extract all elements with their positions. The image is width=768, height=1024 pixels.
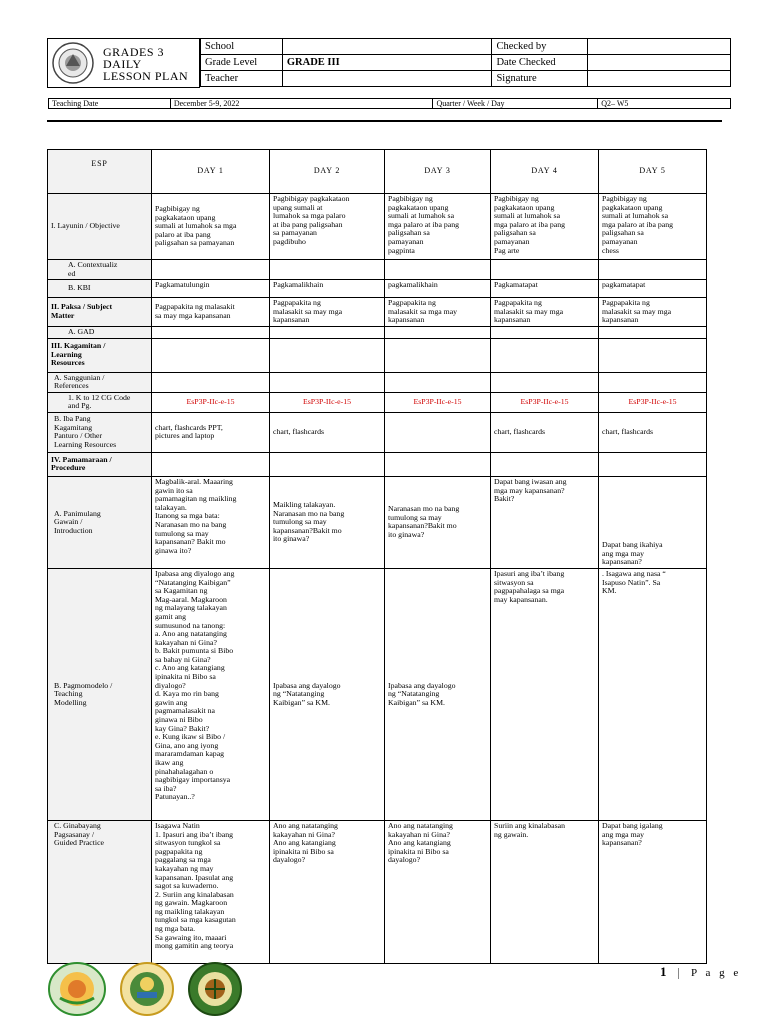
day-1-cell (152, 260, 270, 280)
day-2-cell: Pagbibigay pagkakataon upang sumali at lumahok sa mga palaro at iba pang paligsahan sa pamayanan pagdibuho (270, 194, 385, 260)
info-value-secondary (588, 39, 731, 55)
day-3-cell (385, 452, 491, 476)
day-5-cell: EsP3P-IIc-e-15 (599, 392, 707, 412)
info-value-secondary (588, 55, 731, 71)
day-4-cell: Pagkamatapat (491, 280, 599, 298)
teaching-date-value: December 5-9, 2022 (170, 99, 433, 109)
header-subject: ESP (48, 150, 152, 194)
day-2-cell: Ano ang natatanging kakayahan ni Gina? Ano ang katangiang ipinakita ni Bibo sa dayalogo? (270, 820, 385, 963)
day-1-cell (152, 372, 270, 392)
day-2-cell: Pagpapakita ng malasakit sa may mga kapansanan (270, 298, 385, 327)
day-4-cell (491, 452, 599, 476)
info-value: GRADE III (282, 55, 492, 71)
plan-row (48, 338, 707, 372)
info-row (201, 39, 731, 55)
info-label-secondary: Checked by (492, 39, 588, 55)
day-5-cell (599, 326, 707, 338)
day-2-cell (270, 338, 385, 372)
quarter-week-day-label: Quarter / Week / Day (433, 99, 598, 109)
day-5-cell: Dapat bang ikahiya ang mga may kapansanan? (599, 476, 707, 568)
row-label: C. Ginabayang Pagsasanay / Guided Practice (48, 820, 152, 963)
day-1-cell: Isagawa Natin 1. Ipasuri ang iba’t ibang sitwasyon tungkol sa pagpapakita ng paggalang sa mga kakayahan ng may kapansanan. Ipasulat ang sagot sa kuwaderno. 2. Suriin ang kinalabasan ng gawain. Magkaroon ng maikling talakayan tungkol sa mga kasagutan ng mga bata. Sa gawaing ito, maaari mong gamitin ang teorya (152, 820, 270, 963)
plan-row (48, 298, 707, 327)
day-2-cell: chart, flashcards (270, 412, 385, 452)
header-day-2: DAY 2 (270, 150, 385, 194)
deped-seal-icon (52, 42, 94, 84)
day-4-cell (491, 338, 599, 372)
info-row (201, 55, 731, 71)
info-label-secondary: Date Checked (492, 55, 588, 71)
row-label: A. Panimulang Gawain / Introduction (48, 476, 152, 568)
day-5-cell (599, 452, 707, 476)
region-seal-icon (48, 962, 106, 1016)
day-3-cell: Pagpapakita ng malasakit sa mga may kapansanan (385, 298, 491, 327)
day-4-cell: Suriin ang kinalabasan ng gawain. (491, 820, 599, 963)
day-2-cell (270, 260, 385, 280)
day-5-cell: . Isagawa ang nasa “ Isapuso Natin”. Sa KM. (599, 568, 707, 820)
header-day-1: DAY 1 (152, 150, 270, 194)
row-label: B. KBI (48, 280, 152, 298)
info-row (201, 71, 731, 87)
day-2-cell: Maikling talakayan. Naranasan mo na bang tumulong sa may kapansanan?Bakit mo ito ginawa? (270, 476, 385, 568)
teaching-date-strip (48, 98, 731, 109)
info-value-secondary (588, 71, 731, 87)
page-number: 1 (660, 964, 667, 979)
plan-row (48, 412, 707, 452)
plan-row (48, 568, 707, 820)
header-day-4: DAY 4 (491, 150, 599, 194)
plan-row (48, 452, 707, 476)
row-label: II. Paksa / Subject Matter (48, 298, 152, 327)
page-label: P a g e (691, 967, 742, 979)
day-2-cell (270, 326, 385, 338)
header-divider (47, 120, 722, 122)
day-5-cell: Pagpapakita ng malasakit sa may mga kapansanan (599, 298, 707, 327)
plan-row (48, 260, 707, 280)
plan-row (48, 820, 707, 963)
quarter-week-day-value: Q2– W5 (598, 99, 731, 109)
teaching-date-label: Teaching Date (49, 99, 171, 109)
day-2-cell: Pagkamalikhain (270, 280, 385, 298)
day-1-cell: Pagbibigay ng pagkakataon upang sumali at lumahok sa mga palaro at iba pang paligsahan sa pamayanan (152, 194, 270, 260)
day-1-cell: Pagkamatulungin (152, 280, 270, 298)
info-value (282, 71, 492, 87)
day-4-cell: Dapat bang iwasan ang mga may kapansanan? Bakit? (491, 476, 599, 568)
day-4-cell (491, 260, 599, 280)
day-3-cell: pagkamalikhain (385, 280, 491, 298)
row-label: 1. K to 12 CG Code and Pg. (48, 392, 152, 412)
day-4-cell: chart, flashcards (491, 412, 599, 452)
row-label: IV. Pamamaraan / Procedure (48, 452, 152, 476)
day-4-cell (491, 372, 599, 392)
day-2-cell: Ipabasa ang dayalogo ng “Natatanging Kaibigan” sa KM. (270, 568, 385, 820)
day-3-cell: EsP3P-IIc-e-15 (385, 392, 491, 412)
day-2-cell: EsP3P-IIc-e-15 (270, 392, 385, 412)
page-separator (678, 968, 679, 979)
row-label: A. Contextualiz ed (48, 260, 152, 280)
day-1-cell: EsP3P-IIc-e-15 (152, 392, 270, 412)
header-day-5: DAY 5 (599, 150, 707, 194)
page-footer (660, 964, 741, 980)
plan-row (48, 326, 707, 338)
day-5-cell: Dapat bang igalang ang mga may kapansanan? (599, 820, 707, 963)
day-1-cell: Magbalik-aral. Maaaring gawin ito sa pamamagitan ng maikling talakayan. Itanong sa mga bata: Naranasan mo na bang tumulong sa may kapansanan? Bakit mo ginawa ito? (152, 476, 270, 568)
day-4-cell: Ipasuri ang iba’t ibang sitwasyon sa pagpapahalaga sa mga may kapansanan. (491, 568, 599, 820)
day-5-cell (599, 338, 707, 372)
row-label: B. Pagmomodelo / Teaching Modelling (48, 568, 152, 820)
school-seal-icon (188, 962, 242, 1016)
document-title: GRADES 3 DAILY LESSON PLAN (103, 45, 189, 83)
day-5-cell (599, 260, 707, 280)
day-3-cell: Ano ang natatanging kakayahan ni Gina? Ano ang katangiang ipinakita ni Bibo sa dayalogo? (385, 820, 491, 963)
day-4-cell (491, 326, 599, 338)
day-1-cell: chart, flashcards PPT, pictures and laptop (152, 412, 270, 452)
day-3-cell (385, 260, 491, 280)
plan-row (48, 194, 707, 260)
day-4-cell: Pagpapakita ng malasakit sa may mga kapansanan (491, 298, 599, 327)
day-3-cell (385, 412, 491, 452)
day-3-cell (385, 326, 491, 338)
row-label: III. Kagamitan / Learning Resources (48, 338, 152, 372)
info-label: School (201, 39, 283, 55)
day-5-cell (599, 372, 707, 392)
day-1-cell: Pagpapakita ng malasakit sa may mga kapansanan (152, 298, 270, 327)
day-3-cell: Naranasan mo na bang tumulong sa may kapansanan?Bakit mo ito ginawa? (385, 476, 491, 568)
plan-row (48, 392, 707, 412)
header-info-table (200, 38, 731, 87)
info-label-secondary: Signature (492, 71, 588, 87)
day-4-cell: EsP3P-IIc-e-15 (491, 392, 599, 412)
plan-row (48, 280, 707, 298)
lesson-plan-table (47, 149, 707, 964)
day-4-cell: Pagbibigay ng pagkakataon upang sumali at lumahok sa mga palaro at iba pang paligsahan sa pamayanan Pag arte (491, 194, 599, 260)
plan-header-row (48, 150, 707, 194)
row-label: B. Iba Pang Kagamitang Panturo / Other Learning Resources (48, 412, 152, 452)
day-3-cell (385, 372, 491, 392)
info-value (282, 39, 492, 55)
day-2-cell (270, 372, 385, 392)
day-5-cell: Pagbibigay ng pagkakataon upang sumali at lumahok sa mga palaro at iba pang paligsahan sa pamayanan chess (599, 194, 707, 260)
day-3-cell: Ipabasa ang dayalogo ng “Natatanging Kaibigan” sa KM. (385, 568, 491, 820)
header-day-3: DAY 3 (385, 150, 491, 194)
day-3-cell: Pagbibigay ng pagkakataon upang sumali at lumahok sa mga palaro at iba pang paligsahan sa pamayanan pagpinta (385, 194, 491, 260)
row-label: I. Layunin / Objective (48, 194, 152, 260)
day-1-cell (152, 338, 270, 372)
row-label: A. GAD (48, 326, 152, 338)
day-2-cell (270, 452, 385, 476)
day-3-cell (385, 338, 491, 372)
row-label: A. Sanggunian / References (48, 372, 152, 392)
plan-row (48, 372, 707, 392)
division-seal-icon (120, 962, 174, 1016)
info-label: Teacher (201, 71, 283, 87)
day-1-cell (152, 452, 270, 476)
info-label: Grade Level (201, 55, 283, 71)
day-1-cell: Ipabasa ang diyalogo ang “Natatanging Kaibigan” sa Kagamitan ng Mag-aaral. Magkaroon ng malayang talakayan gamit ang sumusunod na tanong: a. Ano ang natatanging kakayahan ni Gina? b. Bakit pumunta si Bibo sa bahay ni Gina? c. Ano ang katangiang ipinakita ni Bibo sa diyalogo? d. Kaya mo rin bang gawin ang pagmamalasakit na ginawa ni Bibo kay Gina? Bakit? e. Kung ikaw si Bibo / Gina, ano ang iyong mararamdaman kapag ikaw ang pinahahalagahan o nagbibigay importansya sa iba? Patunayan..? (152, 568, 270, 820)
day-1-cell (152, 326, 270, 338)
day-5-cell: pagkamatapat (599, 280, 707, 298)
day-5-cell: chart, flashcards (599, 412, 707, 452)
plan-row (48, 476, 707, 568)
